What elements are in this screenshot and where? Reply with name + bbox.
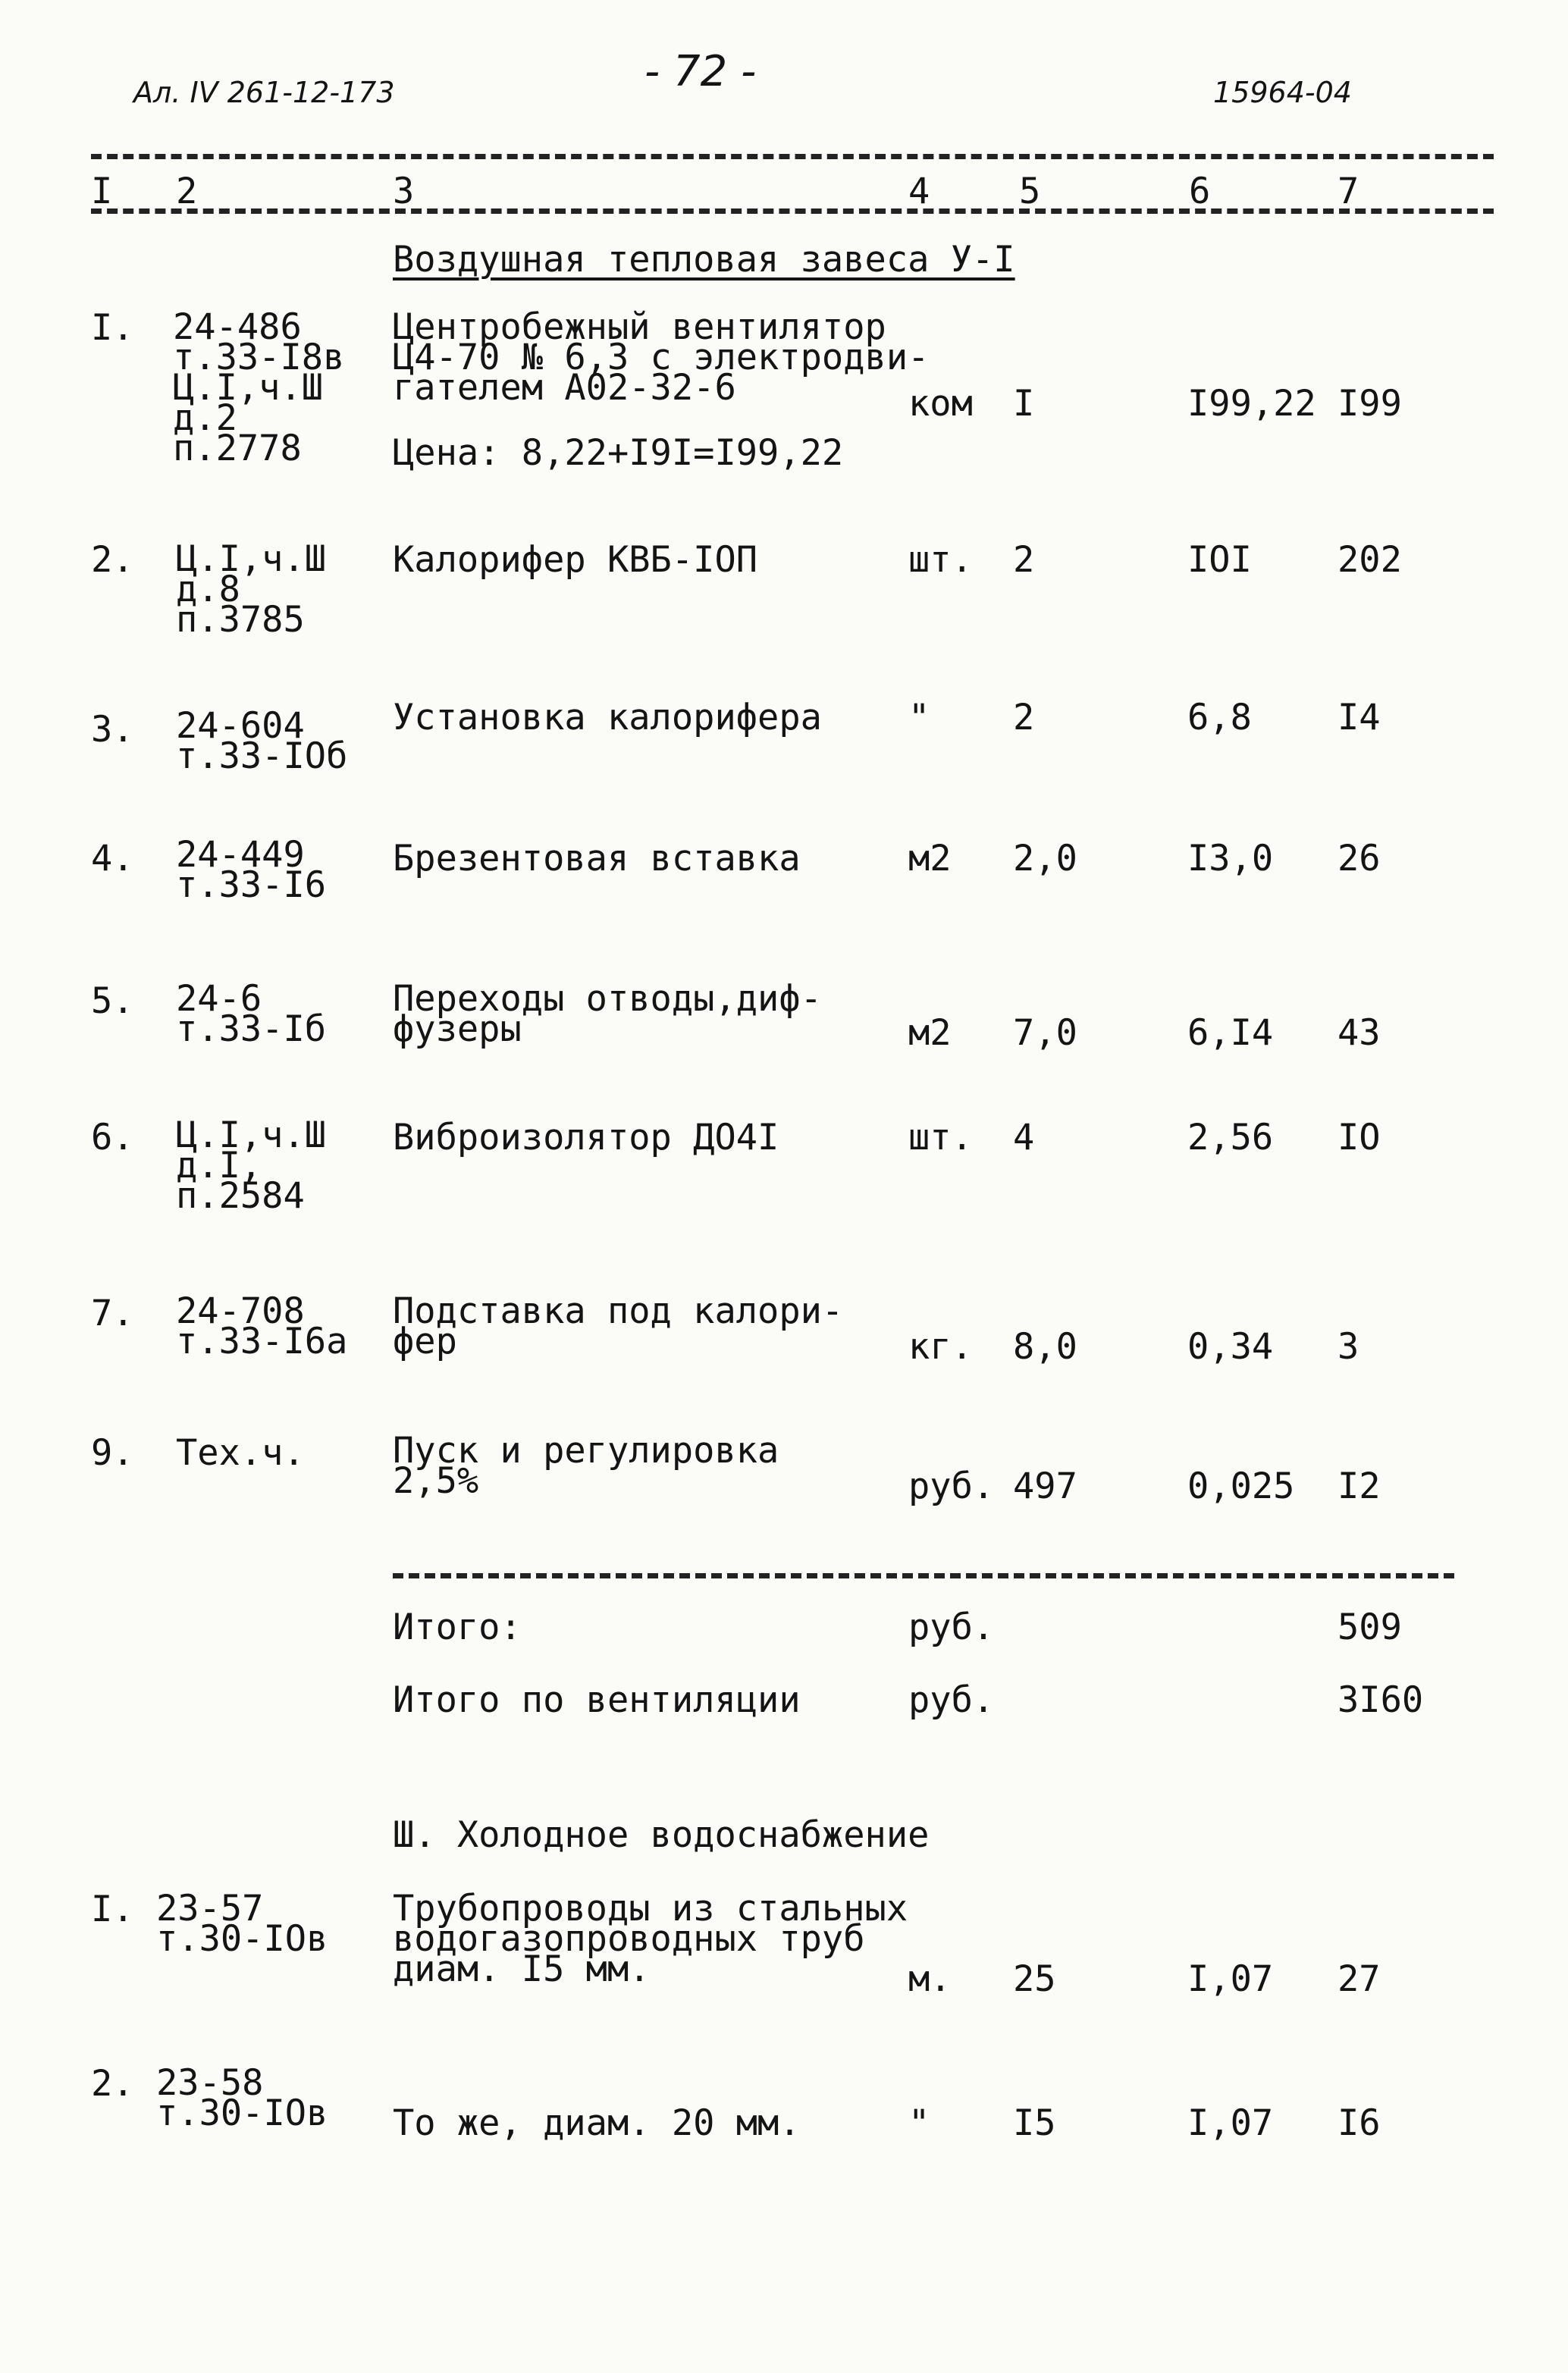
- col-3: 3: [393, 171, 415, 212]
- total-label: Итого:: [393, 1607, 522, 1648]
- row-unit: ": [908, 2102, 930, 2144]
- row-unit: кг.: [908, 1326, 973, 1368]
- section-title: Воздушная тепловая завеса У-I: [393, 239, 1015, 281]
- row-number: I.: [91, 1889, 134, 1930]
- col-7: 7: [1338, 171, 1359, 212]
- row-qty: 7,0: [1013, 1012, 1077, 1054]
- row-total: 202: [1338, 539, 1402, 581]
- row-total: I6: [1338, 2102, 1381, 2144]
- row-qty: 4: [1013, 1117, 1035, 1158]
- row-code: 24-604 т.33-IOб: [176, 705, 348, 777]
- row-qty: 25: [1013, 1958, 1056, 2000]
- row-name: Центробежный вентилятор Ц4-70 № 6,3 с электродви- гателем А02-32-6: [393, 306, 930, 409]
- total-value: 509: [1338, 1607, 1402, 1648]
- col-1: I: [91, 171, 113, 212]
- col-2: 2: [176, 171, 198, 212]
- row-number: 3.: [91, 709, 134, 751]
- row-number: 9.: [91, 1432, 134, 1474]
- row-number: 6.: [91, 1117, 134, 1158]
- row-name: Трубопроводы из стальных водогазопроводных труб диам. I5 мм.: [393, 1888, 908, 1990]
- col-4: 4: [908, 171, 930, 212]
- col-5: 5: [1019, 171, 1041, 212]
- row-total: 26: [1338, 838, 1381, 879]
- row-name: Переходы отводы,диф- фузеры: [393, 978, 822, 1050]
- row-price: I,07: [1187, 1958, 1274, 2000]
- row-price: I3,0: [1187, 838, 1274, 879]
- row-name: Подставка под калори- фер: [393, 1290, 844, 1362]
- col-6: 6: [1189, 171, 1211, 212]
- row-qty: 497: [1013, 1465, 1077, 1507]
- row-code: 24-449 т.33-I6: [176, 834, 327, 906]
- row-number: 2.: [91, 539, 134, 581]
- row-code: 24-6 т.33-Iб: [176, 978, 327, 1050]
- row-code: Ц.I,ч.Ш д.I, п.2584: [176, 1114, 327, 1217]
- total-value: 3I60: [1338, 1679, 1424, 1721]
- row-qty: I: [1013, 383, 1035, 425]
- row-price: 6,8: [1187, 697, 1252, 738]
- row-qty: 2: [1013, 697, 1035, 738]
- total-unit: руб.: [908, 1607, 995, 1648]
- row-total: I2: [1338, 1465, 1381, 1507]
- row-total: IO: [1338, 1117, 1381, 1158]
- row-total: I99: [1338, 383, 1402, 425]
- row-price: I,07: [1187, 2102, 1274, 2144]
- row-unit: м2: [908, 838, 952, 879]
- row-price: 6,I4: [1187, 1012, 1274, 1054]
- row-qty: 2: [1013, 539, 1035, 581]
- row-name: Виброизолятор ДО4I: [393, 1117, 779, 1158]
- document-number: 15964-04: [1213, 76, 1352, 109]
- row-price: I99,22: [1187, 383, 1316, 425]
- row-code: 24-486 т.33-I8в Ц.I,ч.Ш д.2 п.2778: [173, 306, 345, 469]
- row-name: Брезентовая вставка: [393, 838, 801, 879]
- row-name: Калорифер КВБ-IОП: [393, 539, 758, 581]
- document-code: Ал. IV 261-12-173: [133, 76, 395, 109]
- row-price: IOI: [1187, 539, 1252, 581]
- row-name: Установка калорифера: [393, 697, 822, 738]
- row-code: 23-58 т.30-IOв: [156, 2062, 328, 2134]
- row-total: I4: [1338, 697, 1381, 738]
- row-unit: шт.: [908, 1117, 973, 1158]
- row-price: 0,025: [1187, 1465, 1295, 1507]
- row-total: 27: [1338, 1958, 1381, 2000]
- row-unit: ком: [908, 383, 973, 425]
- total-label: Итого по вентиляции: [393, 1679, 801, 1721]
- row-number: I.: [91, 307, 134, 349]
- row-total: 43: [1338, 1012, 1381, 1054]
- row-number: 2.: [91, 2063, 134, 2105]
- row-number: 7.: [91, 1293, 134, 1334]
- top-divider: [91, 154, 1494, 159]
- row-total: 3: [1338, 1326, 1359, 1368]
- row-price: 2,56: [1187, 1117, 1274, 1158]
- row-unit: руб.: [908, 1465, 995, 1507]
- row-unit: м.: [908, 1958, 952, 2000]
- row-qty: 8,0: [1013, 1326, 1077, 1368]
- section-title: Ш. Холодное водоснабжение: [393, 1814, 930, 1856]
- row-name: Пуск и регулировка 2,5%: [393, 1430, 779, 1502]
- row-qty: 2,0: [1013, 838, 1077, 879]
- row-qty: I5: [1013, 2102, 1056, 2144]
- row-price: 0,34: [1187, 1326, 1274, 1368]
- page-number: - 72 -: [644, 47, 757, 96]
- row-price-note: Цена: 8,22+I9I=I99,22: [393, 432, 844, 474]
- row-name: То же, диам. 20 мм.: [393, 2102, 801, 2144]
- row-unit: шт.: [908, 539, 973, 581]
- row-code: 23-57 т.30-IOв: [156, 1888, 328, 1960]
- totals-divider: [393, 1573, 1454, 1578]
- row-unit: м2: [908, 1012, 952, 1054]
- total-unit: руб.: [908, 1679, 995, 1721]
- row-number: 5.: [91, 980, 134, 1022]
- row-code: Ц.I,ч.Ш д.8 п.3785: [176, 538, 327, 641]
- row-code: Тех.ч.: [176, 1432, 305, 1474]
- header-divider: [91, 208, 1494, 214]
- row-number: 4.: [91, 838, 134, 879]
- row-code: 24-708 т.33-I6а: [176, 1290, 348, 1362]
- row-unit: ": [908, 697, 930, 738]
